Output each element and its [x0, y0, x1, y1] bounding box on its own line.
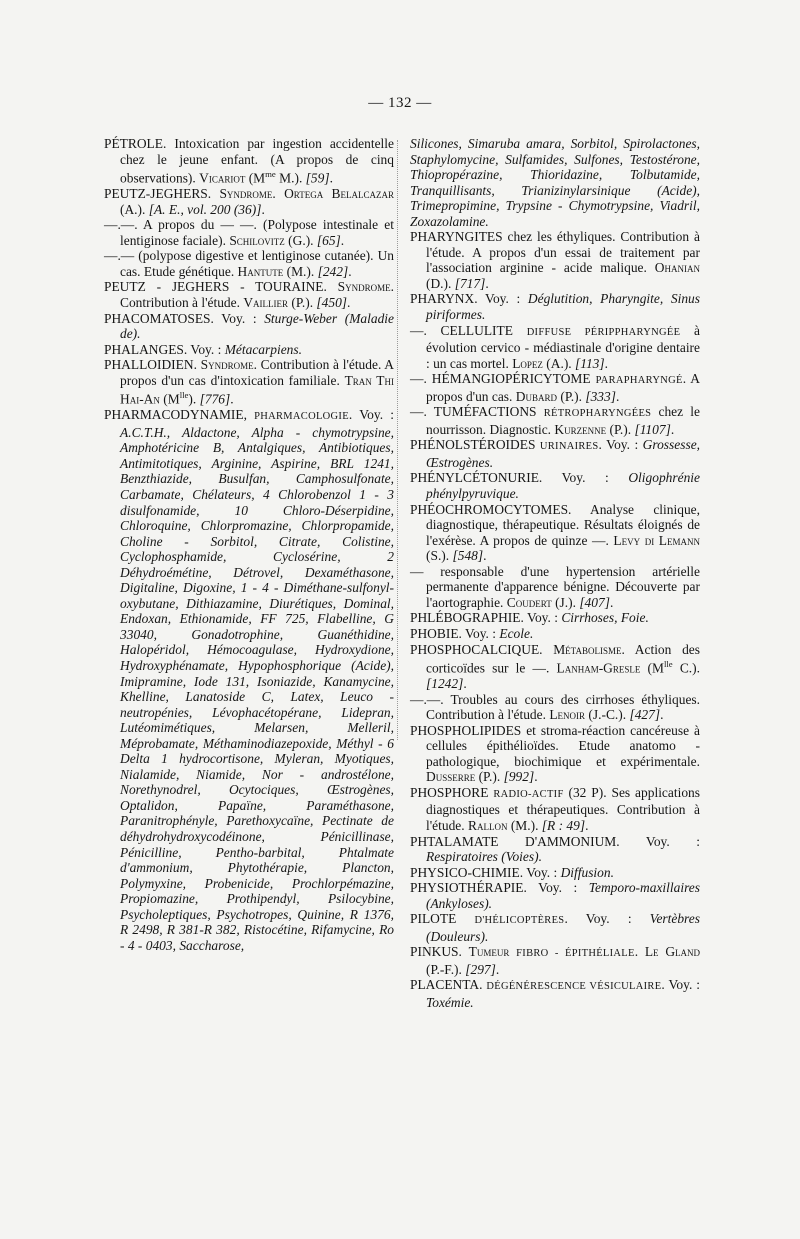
entry-text: Coudert [506, 594, 552, 610]
entry-text: PHARMACOLOGIE [254, 411, 349, 423]
entry-text: M.). [275, 170, 306, 186]
entry-text: Temporo-maxillaires (Ankyloses). [426, 880, 700, 911]
entry-text: PHARYNX. Voy. : [410, 291, 528, 307]
entry-text: Syndrome [200, 357, 254, 373]
entry-text: (S.). [426, 548, 453, 564]
entry-text: . Voy. : [348, 407, 394, 423]
entry-text: (M [640, 660, 664, 676]
index-column-right [410, 136, 700, 1011]
entry-text: . [463, 676, 467, 692]
entry-text: [R : 49] [541, 818, 586, 833]
index-entry [104, 407, 394, 953]
entry-text: Syndrome [337, 279, 391, 295]
entry-text: PILOTE [410, 911, 475, 927]
entry-text: PARAPHARYNGÉ [595, 375, 683, 387]
entry-text: (M.). [283, 263, 318, 279]
entry-text: C.). [672, 660, 700, 676]
entry-text: [717] [454, 275, 486, 291]
index-entry [410, 834, 700, 865]
entry-text: [59] [305, 170, 330, 186]
entry-text: me [265, 169, 276, 180]
index-entry [410, 229, 700, 291]
index-entry [410, 911, 700, 944]
entry-text: (32 P). Ses applications diagnostiques et thérapeutiques. Contribution à l'étude. [426, 784, 700, 833]
entry-text: . Action des corticoïdes sur le —. [426, 641, 700, 676]
entry-text: . A propos d'un cas. [426, 371, 701, 404]
entry-text: —.—. A propos du — —. (Polypose intestinale et lentiginose faciale). [104, 217, 394, 248]
entry-text: [1242] [426, 676, 464, 692]
index-column-left [104, 136, 394, 953]
entry-text: (P.). [475, 769, 504, 785]
entry-text: —. CELLULITE [410, 322, 527, 338]
entry-text: —.— (polypose digestive et lentiginose cutanée). Un cas. Etude génétique. [104, 248, 394, 279]
entry-text: . Contribution à l'étude. [120, 279, 394, 310]
entry-text: [427] [629, 707, 661, 723]
entry-text: Déglutition, Pharyngite, Sinus piriformes. [426, 291, 700, 323]
entry-text: PHOSPHOCALCIQUE. [410, 641, 554, 657]
entry-text: Grossesse, Œstrogènes. [426, 437, 701, 470]
entry-text: RADIO-ACTIF [493, 788, 564, 800]
entry-text: Dusserre [426, 769, 476, 785]
entry-text: . [604, 355, 608, 371]
entry-text: PHALLOIDIEN. [104, 357, 201, 373]
entry-text: Lanham-Gresle [556, 660, 641, 676]
entry-text: Dubard [515, 388, 557, 404]
entry-text: Ecole. [499, 625, 534, 641]
entry-text: RÉTROPHARYNGÉES [543, 408, 652, 420]
entry-text: [992] [503, 769, 535, 785]
index-entry [104, 136, 394, 186]
index-entry [410, 470, 700, 501]
entry-text: . [634, 944, 645, 960]
entry-text: [450] [316, 294, 348, 310]
entry-text: PHÉNOLSTÉROIDES [410, 437, 540, 453]
entry-text: Hantute [237, 263, 284, 279]
index-entry [104, 311, 394, 342]
entry-text: . [609, 594, 614, 610]
entry-text: Diffusion. [560, 864, 614, 880]
entry-text: (M [245, 170, 266, 186]
index-entry [410, 944, 700, 977]
entry-text: (G.). [284, 232, 317, 248]
entry-text: Le Gland [644, 944, 701, 960]
column-divider [397, 140, 398, 740]
index-entry [104, 217, 394, 248]
index-entry [410, 323, 700, 372]
entry-text: PEUTZ - JEGHERS - TOURAINE. [104, 279, 338, 295]
entry-text: Sturge-Weber (Maladie de). [120, 310, 394, 342]
entry-text: . [534, 769, 538, 785]
entry-text: PHÉOCHROMOCYTOMES. Analyse clinique, diagnostique, thérapeutique. Résultats éloignés de l'exérèse. A propos de quinze —. [410, 501, 700, 548]
entry-text: lle [663, 659, 673, 670]
entry-text: PHALANGES. Voy. : [104, 341, 225, 357]
index-entry [410, 437, 700, 470]
index-entry [410, 977, 700, 1010]
entry-text: PHOSPHOLIPIDES et stroma-réaction cancéreuse à cellules épithélioïdes. Etude anatomo - pathologique, biochimique et expérimentale. [410, 722, 700, 769]
entry-text: PHARMACODYNAMIE, [104, 407, 255, 423]
entry-text: DIFFUSE PÉRIPPHARYNGÉE [526, 326, 681, 338]
index-entry [410, 723, 700, 785]
index-entry [410, 502, 700, 564]
index-entry [104, 279, 394, 310]
entry-text: Toxémie. [426, 995, 474, 1011]
entry-text: PHOSPHORE [410, 784, 494, 800]
entry-text: lle [179, 390, 189, 401]
entry-text: . [483, 548, 487, 564]
entry-text: Ortega Belalcazar [284, 186, 394, 202]
index-entry [410, 564, 700, 611]
entry-text: Tran Thi Hai-An [120, 372, 394, 407]
entry-text: —. HÉMANGIOPÉRICYTOME [410, 371, 596, 387]
entry-text: [407] [579, 594, 610, 610]
entry-text: PHACOMATOSES. Voy. : [104, 310, 265, 326]
entry-text: (P.). [606, 421, 635, 437]
entry-text: PHYSICO-CHIMIE. Voy. : [410, 864, 561, 880]
entry-text: PEUTZ-JEGHERS. [104, 186, 220, 202]
entry-text: [65] [316, 232, 341, 248]
entry-text: . [340, 232, 345, 248]
entry-text: — responsable d'une hypertension artérielle permanente d'apparence bénigne. Découverte par l'aortographie. [410, 563, 700, 610]
index-entry [410, 880, 700, 911]
index-entry [410, 642, 700, 692]
index-entry-continuation [410, 136, 700, 229]
entry-text: . Voy. : [564, 911, 650, 927]
entry-text: PÉTROLE. Intoxication par ingestion accidentelle chez le jeune enfant. (A propos de cinq observations). [104, 136, 394, 186]
entry-text: Métabolisme [553, 641, 622, 657]
entry-text: —.—. Troubles au cours des cirrhoses éthyliques. Contribution à l'étude. [410, 691, 700, 723]
entry-text: (D.). [426, 275, 455, 291]
entry-text: Ohanian [654, 260, 700, 276]
index-entry [410, 610, 700, 626]
index-entry [410, 626, 700, 642]
entry-text: PHÉNYLCÉTONURIE. Voy. : [410, 470, 629, 486]
entry-text: Métacarpiens. [224, 341, 302, 357]
entry-text: (P.). [556, 388, 586, 404]
entry-text: [776] [199, 391, 231, 407]
entry-text: . [585, 818, 589, 833]
entry-text: URINAIRES [539, 441, 599, 453]
entry-text: . [329, 170, 333, 186]
entry-text: Respiratoires (Voies). [426, 849, 542, 865]
entry-text: chez le nourrisson. Diagnostic. [426, 404, 700, 437]
entry-text: [A. E., vol. 200 (36)] [148, 201, 262, 217]
entry-text: PLACENTA. [410, 977, 487, 993]
entry-text: Vaillier [243, 294, 289, 310]
entry-text: . [660, 707, 664, 723]
entry-text: . [347, 294, 351, 310]
entry-text: PHLÉBOGRAPHIE. Voy. : [410, 610, 562, 626]
entry-text: —. TUMÉFACTIONS [410, 404, 544, 420]
entry-text: (M [159, 391, 180, 407]
entry-text: (J.-C.). [585, 707, 630, 723]
entry-text: . [615, 388, 620, 404]
entry-text: FIBRO - ÉPITHÉLIALE [516, 948, 635, 960]
entry-text: . [272, 186, 285, 202]
index-entry [410, 785, 700, 834]
entry-text: [333] [585, 388, 616, 404]
entry-text: [548] [452, 548, 484, 564]
entry-text: Levy di Lemann [613, 532, 700, 548]
entry-text: (J.). [551, 594, 580, 610]
entry-text: PHYSIOTHÉRAPIE. Voy. : [410, 880, 589, 896]
index-entry [410, 404, 700, 437]
entry-text: Rallon [467, 818, 508, 833]
entry-text: PINKUS. [410, 944, 469, 960]
entry-text: Tumeur [468, 944, 510, 960]
index-entry [410, 371, 700, 404]
entry-text: (P.). [288, 294, 317, 310]
index-entry [104, 248, 394, 279]
entry-text: [297] [465, 961, 496, 977]
entry-text: . [261, 201, 265, 217]
entry-text: . [670, 421, 675, 437]
entry-text: Silicones, Simaruba amara, Sorbitol, Spirolactones, Staphylomycine, Sulfamides, Sulfones, Testostérone, Thiopropérazine, Thioridazine, Tolbutamide, Tranquillisants, Trianizinylarsinique (Acide), Trimepropimine, Trypsine - Chymotrypsine, Viadril, Zoxazolamine. [410, 136, 700, 229]
entry-text: D'HÉLICOPTÈRES [474, 915, 565, 927]
entry-text: . [485, 275, 489, 291]
entry-text: Cirrhoses, Foie. [561, 610, 649, 626]
entry-text: . [495, 961, 500, 977]
entry-text: [1107] [634, 421, 671, 437]
entry-text: PHOBIE. Voy. : [410, 625, 500, 641]
index-entry [410, 291, 700, 322]
index-entry [104, 342, 394, 358]
entry-text: Lenoir [549, 707, 586, 723]
entry-text: Kurzenne [554, 421, 607, 437]
entry-text: ). [188, 391, 200, 407]
entry-text: Lopez [512, 355, 543, 371]
entry-text: [113] [575, 355, 605, 371]
entry-text: A.C.T.H., Aldactone, Alpha - chymotrypsine, Amphotéricine B, Antalgiques, Antibiotiques, Antimitotiques, Arginine, Aspirine, BRL 1241, Benzthiazide, Busulfan, Camphosulfonate, Carbamate, Chélateurs, 4 Chlorobenzol 1 - 3 disulfonamide, 10 Chloro-Déserpidine, Chloroquine, Chlorpromazine, Chlorpropamide, Choline - Sorbitol, Citrate, Colistine, Cyclophosphamide, Cyclosérine, 2 Déhydroémétine, Détrovel, Dexaméthasone, Digitaline, Digoxine, 1 - 4 - Diméthane-sulfonyl-oxybutane, Dithiazamine, Diurétiques, Dominal, Endoxan, Ethionamide, FF 725, Flabelline, G 33040, Gonadotrophine, Guanéthidine, Halopéridol, Hémocoagulase, Hydroxydione, Hydroxyphénamate, Hypophosphorique (Acide), Imipramine, Iode 131, Isoniazide, Kanamycine, Khelline, Lanatoside C, Latex, Leuco - neutropénies, Lévophacétopérane, Lidepran, Lutéomimétiques, Melarsen, Melleril, Méprobamate, Méthaminodiazepoxide, Méthyl - 6 Delta 1 hydrocortisone, Myleran, Myotiques, Nialamide, Niamide, Nor - androstélone, Norethynodrel, Ocytociques, Œstrogènes, Optalidon, Papaïne, Paraméthasone, Paranitrophényle, Parethoxycaïne, Pectinate de déhydrohydroxycodéinone, Pénicillinase, Pénicilline, Penthо-barbital, Phtalmate d'ammonium, Phytothérapie, Plancton, Polymyxine, Probenicide, Prochlorpémazine, Propiomazine, Prothipendyl, Psilocybine, Psycholeptiques, Psychotropes, Quinine, R 1376, R 2498, R 381-R 382, Ristocétine, Rifamycine, Ro - 4 - 0403, Saccharose, [120, 424, 394, 953]
entry-text: Syndrome [219, 186, 273, 202]
entry-text: (A.). [120, 201, 149, 217]
entry-text: Vertèbres (Douleurs). [426, 911, 700, 944]
entry-text: PHTALAMATE D'AMMONIUM. Voy. : [410, 833, 700, 849]
entry-text: . [348, 263, 352, 279]
index-entry [410, 692, 700, 723]
entry-text: . Contribution à l'étude. A propos d'un cas d'intoxication familiale. [120, 357, 394, 388]
entry-text: (A.). [542, 355, 576, 371]
entry-text: . [230, 391, 234, 407]
page-number: — 132 — [368, 95, 432, 111]
index-entry [104, 186, 394, 217]
index-entry [410, 865, 700, 881]
entry-text: Oligophrénie phénylpyruvique. [426, 470, 700, 502]
entry-text: à évolution cervico - médiastinale d'origine dentaire : un cas mortel. [426, 322, 701, 371]
entry-text: Vicariot [199, 170, 246, 186]
entry-text: DÉGÉNÉRESCENCE VÉSICULAIRE [486, 981, 662, 993]
entry-text: (P.-F.). [426, 961, 466, 977]
entry-text: PHARYNGITES chez les éthyliques. Contribution à l'étude. A propos d'un essai de traitement par l'association arginine - acide malique. [410, 229, 700, 276]
entry-text: . Voy. : [598, 437, 643, 453]
entry-text: [242] [317, 263, 349, 279]
index-entry [104, 357, 394, 407]
entry-text: . Voy. : [661, 977, 700, 993]
entry-text: Schilovitz [229, 232, 285, 248]
entry-text: (M.). [507, 818, 542, 833]
